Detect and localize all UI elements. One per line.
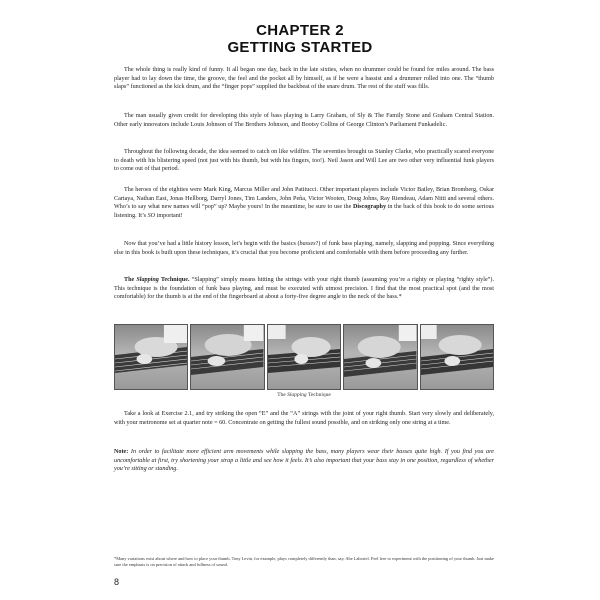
page-number: 8 bbox=[114, 577, 120, 587]
chapter-number: CHAPTER 2 bbox=[256, 22, 344, 39]
slapping-photo-3 bbox=[267, 324, 341, 390]
photo-1-image bbox=[115, 325, 187, 389]
discography-reference: Discography bbox=[352, 204, 387, 211]
paragraph-slapping-technique: The Slapping Technique. “Slapping” simply means hitting the strings with your right thumb (assuming you’re a righty or playing “righty style”). This technique is the foundation of funk bass playing, and must be executed with utmost precision. I find that the most practical spot (and the most comfortable) for the thumb is at the end of the fingerboard at about a forty-five degree angle to the neck of the bass.* bbox=[114, 277, 494, 301]
note-label: Note: bbox=[114, 449, 129, 455]
chapter-heading bbox=[0, 22, 600, 56]
paragraph-history-origin: The whole thing is really kind of funny. It all began one day, back in the late sixties, when no drummer could be found for miles around. The bass player had to lay down the time, the groove, the feel and the pocket all by himself, as if he were a bassist and a drummer rolled into one. The “thumb slaps” functioned as the kick drum, and the “finger pops” supplied the backbeat of the snare drum. The rest of the stuff was fills. bbox=[114, 67, 494, 91]
paragraph-exercise: Take a look at Exercise 2.1, and try striking the open “E” and the “A” strings with the joint of your right thumb. Start very slowly and deliberately, with your metronome set at quarter note = 60. Concentrate on getting the fullest sound possible, and on striking only one string at a time. bbox=[114, 411, 494, 426]
paragraph-note bbox=[114, 448, 494, 474]
slapping-photo-4 bbox=[343, 324, 417, 390]
slapping-photo-1 bbox=[114, 324, 188, 390]
photo-2-image bbox=[191, 325, 263, 389]
chapter-title: GETTING STARTED bbox=[227, 39, 373, 56]
photo-5-image bbox=[421, 325, 493, 389]
note-text: In order to facilitate more efficient arm movements while slapping the bass, many players wear their basses quite high. If you find you are uncomfortable at first, try shortening your strap a little and see how it feels. It’s also important that your bass stay in one position, regardless of whether you’re sitting or standing. bbox=[114, 449, 494, 473]
slapping-photo-5 bbox=[420, 324, 494, 390]
section-label-slapping: The Slapping Technique. bbox=[124, 277, 190, 283]
footnote: *Many variations exist about where and how to place your thumb. Tony Levin, for example, plays completely differently than, say, Abe Laboriel. Feel free to experiment with the positioning of your thumb. Just make sure the emphasis is on precision of attack and fullness of sound. bbox=[114, 556, 494, 567]
photo-3-image bbox=[268, 325, 340, 389]
paragraph-innovators: The man usually given credit for developing this style of bass playing is Larry Graham, of Sly & The Family Stone and Graham Central Station. Other early innovators include Louis Johnson of The Brothers Johnson, and Bootsy Collins of George Clinton’s Parliament Funkadelic. bbox=[114, 113, 494, 128]
photo-caption: The Slapping Technique bbox=[277, 392, 331, 398]
slapping-photo-strip bbox=[114, 324, 494, 388]
photo-4-image bbox=[344, 325, 416, 389]
paragraph-eighties: The heroes of the eighties were Mark King, Marcus Miller and John Patitucci. Other important players include Victor Bailey, Brian Bromberg, Oskar Cartaya, Nathan East, Jonas Hellborg, Darryl Jones, Tim Landers, John Peña, Victor Wooten, Doug Johns, Ray Riendeau, Adam Nitti and several others. Who’s to say what new names will “pop” up? Maybe yours! In the meantime, be sure to use the Discography in the back of this book to do some serious listening. It’s SO important! bbox=[114, 187, 494, 219]
slapping-photo-2 bbox=[190, 324, 264, 390]
paragraph-basics: Now that you’ve had a little history lesson, let’s begin with the basics (basses?) of funk bass playing, namely, slapping and popping. Since everything else in this book is built upon these techniques, it’s crucial that you become proficient and comfortable with them before proceeding any further. bbox=[114, 241, 494, 256]
paragraph-seventies: Throughout the following decade, the idea seemed to catch on like wildfire. The seventies brought us Stanley Clarke, who practically scared everyone to death with his blistering speed (not just with his thumb, but with his fingers, too!). Neil Jason and Will Lee are two other very influential funk players to come out of that period. bbox=[114, 149, 494, 173]
